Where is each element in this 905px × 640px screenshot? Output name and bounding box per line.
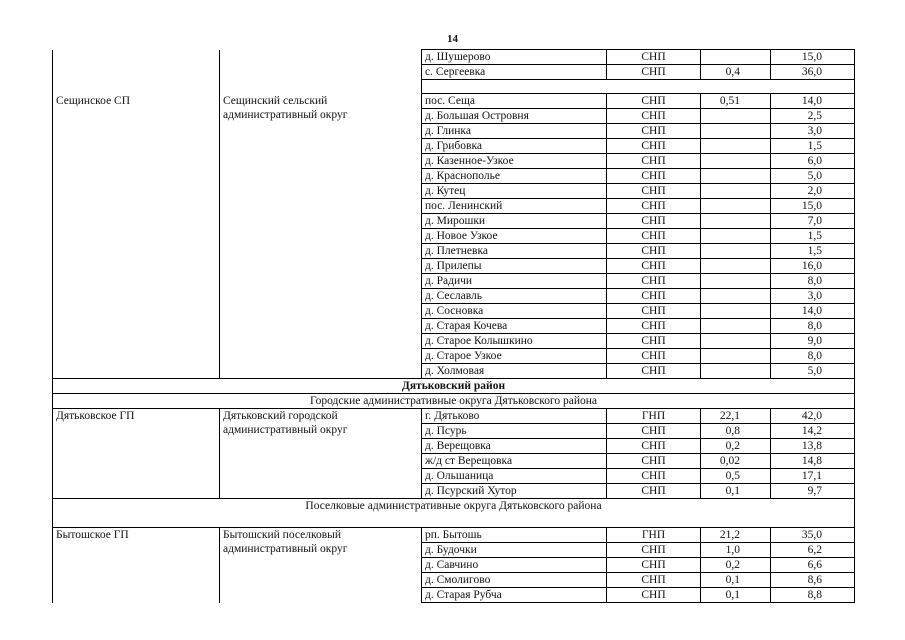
type-cell: СНП [607,244,701,259]
area-cell: 0,1 [701,588,771,603]
area-cell: 21,2 [701,528,771,543]
settlement-cell: д. Сеславль [422,289,607,304]
type-cell: СНП [607,169,701,184]
distance-cell: 35,0 [771,528,855,543]
settlement-cell: д. Плетневка [422,244,607,259]
area-cell [701,139,771,154]
type-cell: СНП [607,334,701,349]
distance-cell: 17,1 [771,469,855,484]
district-cell: Сещинский сельский административный округ [220,94,422,379]
settlement-cell: г. Дятьково [422,409,607,424]
settlement-cell: д. Псурь [422,424,607,439]
distance-cell: 1,5 [771,139,855,154]
settlement-cell: д. Мирошки [422,214,607,229]
area-cell: 0,2 [701,558,771,573]
settlement-cell: д. Грибовка [422,139,607,154]
distance-cell: 5,0 [771,364,855,379]
district-title [53,379,855,394]
type-cell: ГНП [607,528,701,543]
type-cell: СНП [607,65,701,80]
distance-cell: 6,0 [771,154,855,169]
district-cell [220,50,422,94]
district-cell: Дятьковский городской административный округ [220,409,422,499]
type-cell: СНП [607,124,701,139]
type-cell: СНП [607,274,701,289]
distance-cell: 5,0 [771,169,855,184]
distance-cell: 14,8 [771,454,855,469]
area-cell: 22,1 [701,409,771,424]
district-title-cell: Дятьковский район [53,379,855,394]
municipality-cell: Сещинское СП [53,94,220,379]
area-cell [701,154,771,169]
type-cell: СНП [607,543,701,558]
type-cell: СНП [607,304,701,319]
type-cell: СНП [607,439,701,454]
distance-cell: 6,2 [771,543,855,558]
distance-cell: 3,0 [771,124,855,139]
table-row [53,50,855,65]
settlement-cell: д. Глинка [422,124,607,139]
settlement-cell: д. Старая Кочева [422,319,607,334]
area-cell [701,259,771,274]
type-cell: СНП [607,558,701,573]
area-cell: 0,4 [701,65,771,80]
distance-cell: 9,7 [771,484,855,499]
type-cell: СНП [607,484,701,499]
settlement-cell: д. Ольшаница [422,469,607,484]
type-cell: СНП [607,573,701,588]
area-cell [701,109,771,124]
distance-cell: 2,0 [771,184,855,199]
area-cell [701,184,771,199]
type-cell: СНП [607,184,701,199]
distance-cell: 8,0 [771,349,855,364]
area-cell [701,214,771,229]
type-cell: СНП [607,109,701,124]
settlement-cell: д. Краснополье [422,169,607,184]
municipality-cell: Бытошское ГП [53,528,220,603]
distance-cell: 14,0 [771,94,855,109]
settlement-cell: д. Старое Колышкино [422,334,607,349]
area-cell: 0,51 [701,94,771,109]
settlement-cell: пос. Ленинский [422,199,607,214]
municipality-cell [53,50,220,94]
distance-cell: 14,2 [771,424,855,439]
type-cell: СНП [607,588,701,603]
area-cell: 0,8 [701,424,771,439]
settlement-cell: д. Шушерово [422,50,607,65]
type-cell: СНП [607,259,701,274]
distance-cell: 13,8 [771,439,855,454]
area-cell [701,50,771,65]
settlement-cell: д. Кутец [422,184,607,199]
area-cell [701,304,771,319]
area-cell [701,274,771,289]
page-number: 14 [447,33,458,45]
type-cell: СНП [607,199,701,214]
table-row [53,528,855,543]
type-cell: ГНП [607,409,701,424]
type-cell: СНП [607,139,701,154]
type-cell: СНП [607,424,701,439]
settlement-cell: д. Казенное-Узкое [422,154,607,169]
distance-cell: 16,0 [771,259,855,274]
distance-cell: 2,5 [771,109,855,124]
area-cell [701,244,771,259]
type-cell: СНП [607,94,701,109]
type-cell: СНП [607,50,701,65]
settlement-cell: д. Старое Узкое [422,349,607,364]
area-cell [701,319,771,334]
settlement-cell: д. Новое Узкое [422,229,607,244]
settlement-cell: д. Старая Рубча [422,588,607,603]
table-row [53,409,855,424]
settlements-table [52,49,855,603]
settlement-cell: д. Радичи [422,274,607,289]
district-cell: Бытошский поселковый административный округ [220,528,422,603]
area-cell [701,229,771,244]
distance-cell: 15,0 [771,199,855,214]
type-cell: СНП [607,319,701,334]
distance-cell: 15,0 [771,50,855,65]
area-cell [701,289,771,304]
type-cell: СНП [607,469,701,484]
area-cell [701,169,771,184]
distance-cell: 3,0 [771,289,855,304]
type-cell: СНП [607,454,701,469]
type-cell: СНП [607,289,701,304]
type-cell: СНП [607,364,701,379]
settlement-cell: д. Смолигово [422,573,607,588]
settlement-title [53,499,855,528]
distance-cell: 9,0 [771,334,855,349]
settlement-cell: д. Холмовая [422,364,607,379]
distance-cell: 8,0 [771,319,855,334]
settlement-cell: с. Сергеевка [422,65,607,80]
settlement-cell: д. Будочки [422,543,607,558]
table-body [53,50,855,603]
area-cell: 0,1 [701,484,771,499]
type-cell: СНП [607,229,701,244]
distance-cell: 8,6 [771,573,855,588]
settlement-title-cell: Поселковые административные округа Дятьковского района [53,499,855,528]
distance-cell: 8,0 [771,274,855,289]
area-cell [701,199,771,214]
distance-cell: 1,5 [771,244,855,259]
area-cell: 0,2 [701,439,771,454]
type-cell: СНП [607,154,701,169]
settlement-cell: рп. Бытошь [422,528,607,543]
distance-cell: 42,0 [771,409,855,424]
settlement-cell: д. Сосновка [422,304,607,319]
distance-cell: 8,8 [771,588,855,603]
municipality-cell: Дятьковское ГП [53,409,220,499]
empty-cell [422,80,855,94]
distance-cell: 14,0 [771,304,855,319]
area-cell [701,124,771,139]
table-row [53,94,855,109]
area-cell [701,364,771,379]
settlement-cell: д. Верещовка [422,439,607,454]
area-cell: 0,5 [701,469,771,484]
urban-title-cell: Городские административные округа Дятьковского района [53,394,855,409]
settlement-cell: д. Прилепы [422,259,607,274]
settlement-cell: пос. Сеща [422,94,607,109]
distance-cell: 6,6 [771,558,855,573]
area-cell: 0,1 [701,573,771,588]
type-cell: СНП [607,349,701,364]
area-cell [701,349,771,364]
type-cell: СНП [607,214,701,229]
distance-cell: 7,0 [771,214,855,229]
area-cell: 1,0 [701,543,771,558]
settlement-cell: д. Савчино [422,558,607,573]
distance-cell: 36,0 [771,65,855,80]
distance-cell: 1,5 [771,229,855,244]
area-cell: 0,02 [701,454,771,469]
settlement-cell: д. Псурский Хутор [422,484,607,499]
area-cell [701,334,771,349]
settlement-cell: ж/д ст Верещовка [422,454,607,469]
settlement-cell: д. Большая Островня [422,109,607,124]
urban-title [53,394,855,409]
